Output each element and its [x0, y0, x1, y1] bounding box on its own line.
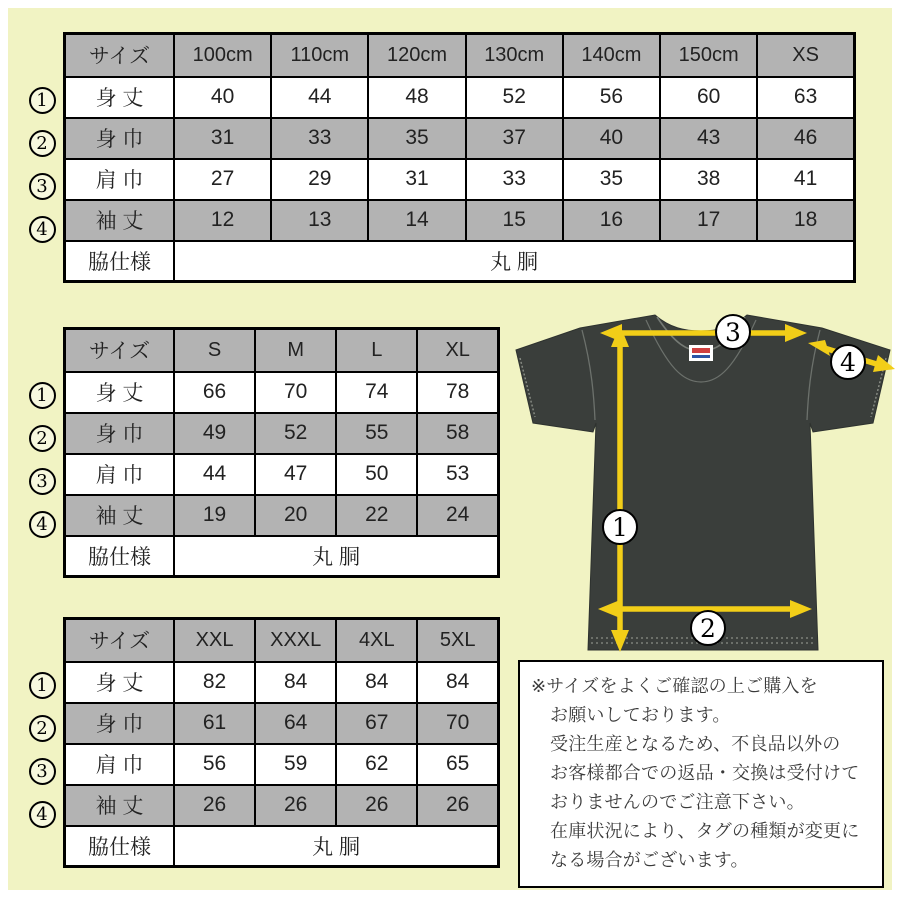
value-cell: 29 — [271, 159, 368, 200]
footer-label: 脇仕様 — [65, 826, 175, 867]
footer-value: 丸 胴 — [174, 826, 499, 867]
row-marker-slot — [27, 374, 57, 417]
row-label: 肩 巾 — [65, 159, 175, 200]
note-line: 在庫状況により、タグの種類が変更に — [550, 821, 860, 841]
value-cell: 46 — [757, 118, 854, 159]
value-cell: 53 — [417, 454, 498, 495]
value-cell: 56 — [563, 77, 660, 118]
value-cell: 63 — [757, 77, 854, 118]
size-column-header: 100cm — [174, 34, 271, 77]
size-column-header: XXL — [174, 619, 255, 662]
footer-row — [65, 826, 499, 867]
note-line: ※サイズをよくご確認の上ご購入を — [531, 676, 818, 696]
circled-number: 3 — [29, 173, 56, 200]
size-column-header: 140cm — [563, 34, 660, 77]
value-cell: 47 — [255, 454, 336, 495]
circled-number: 3 — [29, 758, 56, 785]
row-marker-slot — [27, 460, 57, 503]
footer-row — [65, 241, 855, 282]
note-line: おりませんのでご注意下さい。 — [550, 792, 805, 812]
note-line: お客様都合での返品・交換は受付けて — [550, 763, 860, 783]
value-cell: 13 — [271, 200, 368, 241]
value-cell: 37 — [466, 118, 563, 159]
value-cell: 14 — [368, 200, 465, 241]
value-cell: 41 — [757, 159, 854, 200]
size-corner-header: サイズ — [65, 329, 175, 372]
value-cell: 52 — [466, 77, 563, 118]
row-marker-slot — [27, 707, 57, 750]
value-cell: 62 — [336, 744, 417, 785]
row-marker-slot — [27, 417, 57, 460]
row-marker-slot — [27, 793, 57, 836]
circled-number: 2 — [29, 715, 56, 742]
size-table-kids — [63, 32, 856, 283]
svg-text:3: 3 — [725, 318, 741, 347]
value-cell: 84 — [417, 662, 498, 703]
size-column-header: 130cm — [466, 34, 563, 77]
footer-label: 脇仕様 — [65, 536, 175, 577]
footer-row — [65, 536, 499, 577]
marker-2 — [691, 611, 725, 645]
row-marker-slot — [27, 165, 57, 208]
value-cell: 40 — [563, 118, 660, 159]
row-label: 肩 巾 — [65, 744, 175, 785]
value-cell: 15 — [466, 200, 563, 241]
row-marker-slot — [27, 750, 57, 793]
circled-number: 4 — [29, 511, 56, 538]
size-column-header: 5XL — [417, 619, 498, 662]
row-label: 袖 丈 — [65, 785, 175, 826]
measurement-row — [65, 454, 499, 495]
value-cell: 61 — [174, 703, 255, 744]
circled-number: 1 — [29, 87, 56, 114]
row-label: 身 丈 — [65, 662, 175, 703]
measurement-row — [65, 200, 855, 241]
row-label: 身 丈 — [65, 372, 175, 413]
row-label: 身 丈 — [65, 77, 175, 118]
value-cell: 18 — [757, 200, 854, 241]
value-cell: 27 — [174, 159, 271, 200]
value-cell: 38 — [660, 159, 757, 200]
circled-number: 4 — [29, 216, 56, 243]
neck-tag — [689, 345, 713, 361]
value-cell: 58 — [417, 413, 498, 454]
value-cell: 67 — [336, 703, 417, 744]
row-number-markers-adult — [27, 374, 57, 546]
footer-value: 丸 胴 — [174, 536, 499, 577]
row-marker-slot — [27, 503, 57, 546]
value-cell: 33 — [271, 118, 368, 159]
row-label: 袖 丈 — [65, 495, 175, 536]
value-cell: 33 — [466, 159, 563, 200]
value-cell: 74 — [336, 372, 417, 413]
row-marker-slot — [27, 79, 57, 122]
value-cell: 44 — [271, 77, 368, 118]
value-cell: 84 — [336, 662, 417, 703]
value-cell: 31 — [368, 159, 465, 200]
size-corner-header: サイズ — [65, 619, 175, 662]
value-cell: 20 — [255, 495, 336, 536]
measurement-row — [65, 744, 499, 785]
circled-number: 4 — [29, 801, 56, 828]
note-line: お願いしております。 — [550, 705, 731, 725]
table-header-row — [65, 34, 855, 77]
row-marker-slot — [27, 208, 57, 251]
row-marker-slot — [27, 664, 57, 707]
value-cell: 35 — [368, 118, 465, 159]
measurement-row — [65, 413, 499, 454]
value-cell: 56 — [174, 744, 255, 785]
value-cell: 84 — [255, 662, 336, 703]
row-marker-slot — [27, 122, 57, 165]
circled-number: 2 — [29, 425, 56, 452]
size-column-header: 120cm — [368, 34, 465, 77]
measurement-row — [65, 77, 855, 118]
measurement-row — [65, 118, 855, 159]
value-cell: 82 — [174, 662, 255, 703]
value-cell: 19 — [174, 495, 255, 536]
size-column-header: 110cm — [271, 34, 368, 77]
row-label: 袖 丈 — [65, 200, 175, 241]
measurement-row — [65, 159, 855, 200]
table-header-row — [65, 619, 499, 662]
value-cell: 50 — [336, 454, 417, 495]
row-number-markers-plus — [27, 664, 57, 836]
value-cell: 26 — [174, 785, 255, 826]
value-cell: 31 — [174, 118, 271, 159]
svg-text:2: 2 — [700, 614, 716, 643]
size-column-header: XXXL — [255, 619, 336, 662]
value-cell: 12 — [174, 200, 271, 241]
size-column-header: XS — [757, 34, 854, 77]
marker-3 — [716, 315, 750, 349]
value-cell: 26 — [417, 785, 498, 826]
row-label: 身 巾 — [65, 703, 175, 744]
row-label: 身 巾 — [65, 118, 175, 159]
value-cell: 66 — [174, 372, 255, 413]
value-cell: 17 — [660, 200, 757, 241]
size-column-header: M — [255, 329, 336, 372]
size-table-plus — [63, 617, 500, 868]
purchase-note — [518, 660, 884, 888]
value-cell: 64 — [255, 703, 336, 744]
value-cell: 49 — [174, 413, 255, 454]
value-cell: 26 — [255, 785, 336, 826]
value-cell: 52 — [255, 413, 336, 454]
value-cell: 22 — [336, 495, 417, 536]
value-cell: 24 — [417, 495, 498, 536]
value-cell: 70 — [417, 703, 498, 744]
size-corner-header: サイズ — [65, 34, 175, 77]
size-table-adult — [63, 327, 500, 578]
size-column-header: 150cm — [660, 34, 757, 77]
measurement-row — [65, 785, 499, 826]
note-line: なる場合がございます。 — [550, 850, 749, 870]
note-line: 受注生産となるため、不良品以外の — [550, 734, 841, 754]
measurement-row — [65, 662, 499, 703]
value-cell: 16 — [563, 200, 660, 241]
value-cell: 55 — [336, 413, 417, 454]
value-cell: 60 — [660, 77, 757, 118]
size-column-header: 4XL — [336, 619, 417, 662]
svg-text:4: 4 — [840, 348, 856, 377]
value-cell: 44 — [174, 454, 255, 495]
measurement-row — [65, 495, 499, 536]
circled-number: 3 — [29, 468, 56, 495]
footer-value: 丸 胴 — [174, 241, 855, 282]
row-number-markers-kids — [27, 79, 57, 251]
measurement-row — [65, 703, 499, 744]
size-column-header: L — [336, 329, 417, 372]
size-column-header: S — [174, 329, 255, 372]
value-cell: 40 — [174, 77, 271, 118]
footer-label: 脇仕様 — [65, 241, 175, 282]
circled-number: 1 — [29, 382, 56, 409]
value-cell: 65 — [417, 744, 498, 785]
svg-text:1: 1 — [612, 513, 628, 542]
value-cell: 35 — [563, 159, 660, 200]
value-cell: 26 — [336, 785, 417, 826]
value-cell: 59 — [255, 744, 336, 785]
marker-4 — [831, 345, 865, 379]
value-cell: 48 — [368, 77, 465, 118]
row-label: 身 巾 — [65, 413, 175, 454]
circled-number: 2 — [29, 130, 56, 157]
value-cell: 70 — [255, 372, 336, 413]
value-cell: 43 — [660, 118, 757, 159]
value-cell: 78 — [417, 372, 498, 413]
circled-number: 1 — [29, 672, 56, 699]
table-header-row — [65, 329, 499, 372]
row-label: 肩 巾 — [65, 454, 175, 495]
page-background — [8, 8, 892, 890]
tshirt-measurement-diagram — [505, 296, 900, 662]
measurement-row — [65, 372, 499, 413]
size-column-header: XL — [417, 329, 498, 372]
marker-1 — [603, 510, 637, 544]
